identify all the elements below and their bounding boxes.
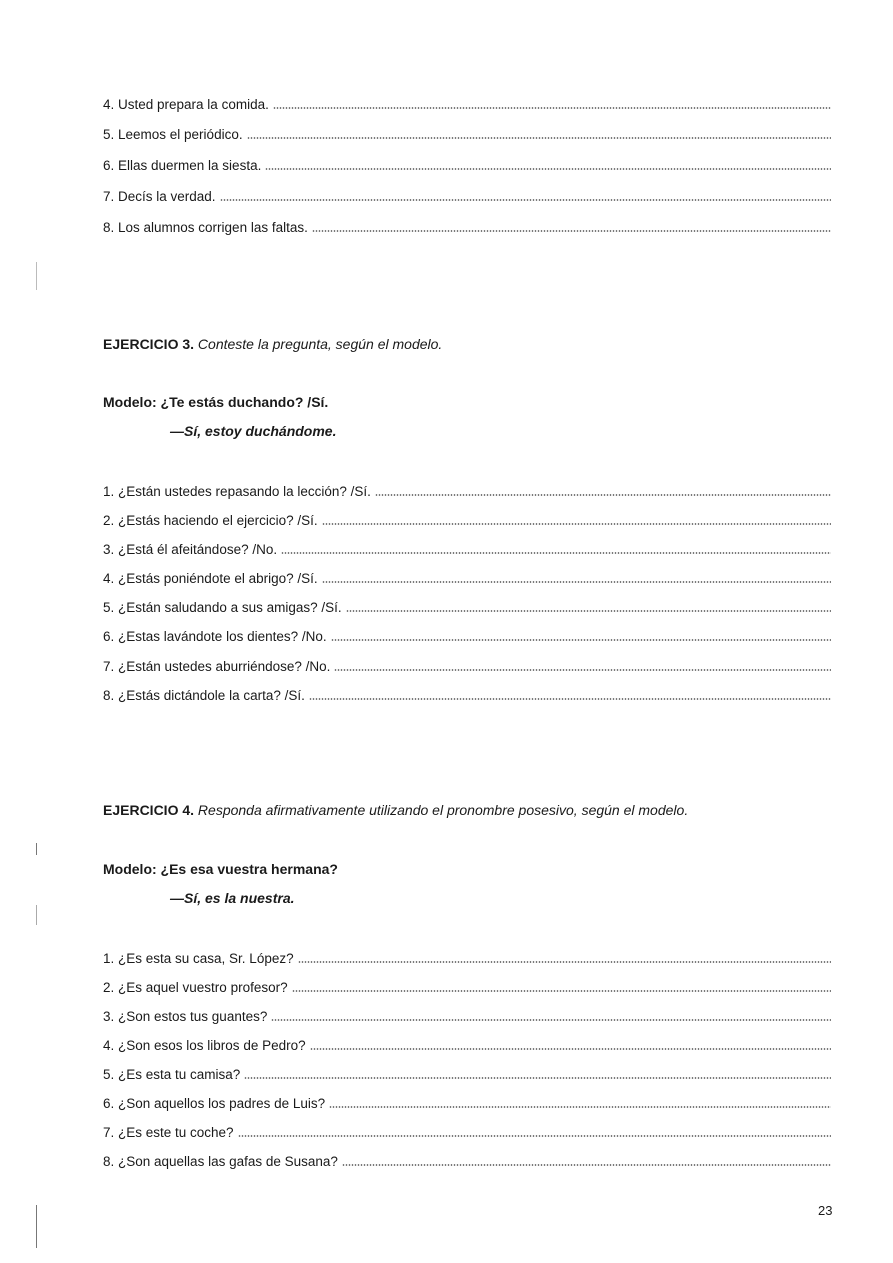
ex3-item <box>103 626 831 646</box>
model-question: Modelo: ¿Te estás duchando? /Sí. <box>103 394 329 410</box>
answer-line <box>322 522 831 526</box>
model-question: Modelo: ¿Es esa vuestra hermana? <box>103 861 338 877</box>
ex4-item-text: 7. ¿Es este tu coche? <box>103 1125 234 1140</box>
answer-line <box>346 609 831 613</box>
answer-line <box>310 1047 831 1051</box>
exercise-instruction: Conteste la pregunta, según el modelo. <box>197 336 443 352</box>
exercise-instruction: Responda afirmativamente utilizando el pronombre posesivo, según el modelo. <box>197 802 689 818</box>
ex4-item-text: 3. ¿Son estos tus guantes? <box>103 1009 268 1024</box>
answer-line <box>298 960 831 964</box>
ex3-item <box>103 481 831 501</box>
model-answer: —Sí, es la nuestra. <box>170 890 295 906</box>
answer-line <box>342 1163 831 1167</box>
ex3-item-text: 8. ¿Estás dictándole la carta? /Sí. <box>103 688 305 703</box>
ex4-item <box>103 1122 831 1142</box>
exercise-label: EJERCICIO 3. <box>103 336 195 352</box>
ex4-item <box>103 1151 831 1171</box>
ex2-item-text: 6. Ellas duermen la siesta. <box>103 158 262 173</box>
ex3-item-text: 3. ¿Está él afeitándose? /No. <box>103 542 278 557</box>
answer-line <box>273 106 831 110</box>
ex4-item-text: 5. ¿Es esta tu camisa? <box>103 1067 241 1082</box>
answer-line <box>271 1018 831 1022</box>
answer-line <box>329 1105 831 1109</box>
ex2-item-text: 8. Los alumnos corrigen las faltas. <box>103 220 308 235</box>
ex4-item-text: 6. ¿Son aquellos los padres de Luis? <box>103 1096 326 1111</box>
answer-line <box>265 167 831 171</box>
ex4-item <box>103 1093 831 1113</box>
ex3-item-text: 5. ¿Están saludando a sus amigas? /Sí. <box>103 600 342 615</box>
answer-line <box>334 668 831 672</box>
ex4-item <box>103 948 831 968</box>
answer-line <box>244 1076 831 1080</box>
ex4-item-text: 1. ¿Es esta su casa, Sr. López? <box>103 951 294 966</box>
ex4-item-text: 8. ¿Son aquellas las gafas de Susana? <box>103 1154 338 1169</box>
ex2-item <box>103 217 831 237</box>
ex2-item <box>103 124 831 144</box>
ex4-item <box>103 1035 831 1055</box>
answer-line <box>309 697 831 701</box>
scan-mark <box>36 905 37 925</box>
ex4-item-text: 2. ¿Es aquel vuestro profesor? <box>103 980 288 995</box>
ex2-item <box>103 155 831 175</box>
answer-line <box>322 580 831 584</box>
ex3-item-text: 4. ¿Estás poniéndote el abrigo? /Sí. <box>103 571 318 586</box>
ex3-item-text: 2. ¿Estás haciendo el ejercicio? /Sí. <box>103 513 318 528</box>
answer-line <box>247 136 831 140</box>
ex3-item <box>103 539 831 559</box>
page-number: 23 <box>818 1203 833 1218</box>
ex3-item-text: 1. ¿Están ustedes repasando la lección? /Sí. <box>103 484 371 499</box>
model-answer: —Sí, estoy duchándome. <box>170 423 337 439</box>
ex3-item-text: 7. ¿Están ustedes aburriéndose? /No. <box>103 659 331 674</box>
exercise-label: EJERCICIO 4. <box>103 802 195 818</box>
answer-line <box>312 229 831 233</box>
ex3-item <box>103 510 831 530</box>
scan-mark <box>36 262 37 290</box>
ex2-item-text: 4. Usted prepara la comida. <box>103 97 269 112</box>
answer-line <box>220 198 831 202</box>
ex4-item <box>103 1064 831 1084</box>
ex2-item <box>103 94 831 114</box>
ex2-item-text: 7. Decís la verdad. <box>103 189 216 204</box>
scan-mark <box>36 1205 37 1248</box>
answer-line <box>292 989 831 993</box>
scan-mark <box>36 843 37 855</box>
exercise-4-heading <box>103 802 688 818</box>
ex4-item-text: 4. ¿Son esos los libros de Pedro? <box>103 1038 306 1053</box>
ex3-item <box>103 656 831 676</box>
answer-line <box>331 638 831 642</box>
ex2-item <box>103 186 831 206</box>
answer-line <box>281 551 831 555</box>
ex2-item-text: 5. Leemos el periódico. <box>103 127 243 142</box>
ex3-item <box>103 597 831 617</box>
ex4-item <box>103 977 831 997</box>
ex3-item <box>103 568 831 588</box>
ex3-item <box>103 685 831 705</box>
ex3-item-text: 6. ¿Estas lavándote los dientes? /No. <box>103 629 327 644</box>
exercise-3-heading <box>103 336 442 352</box>
ex4-item <box>103 1006 831 1026</box>
answer-line <box>375 493 831 497</box>
answer-line <box>238 1134 831 1138</box>
